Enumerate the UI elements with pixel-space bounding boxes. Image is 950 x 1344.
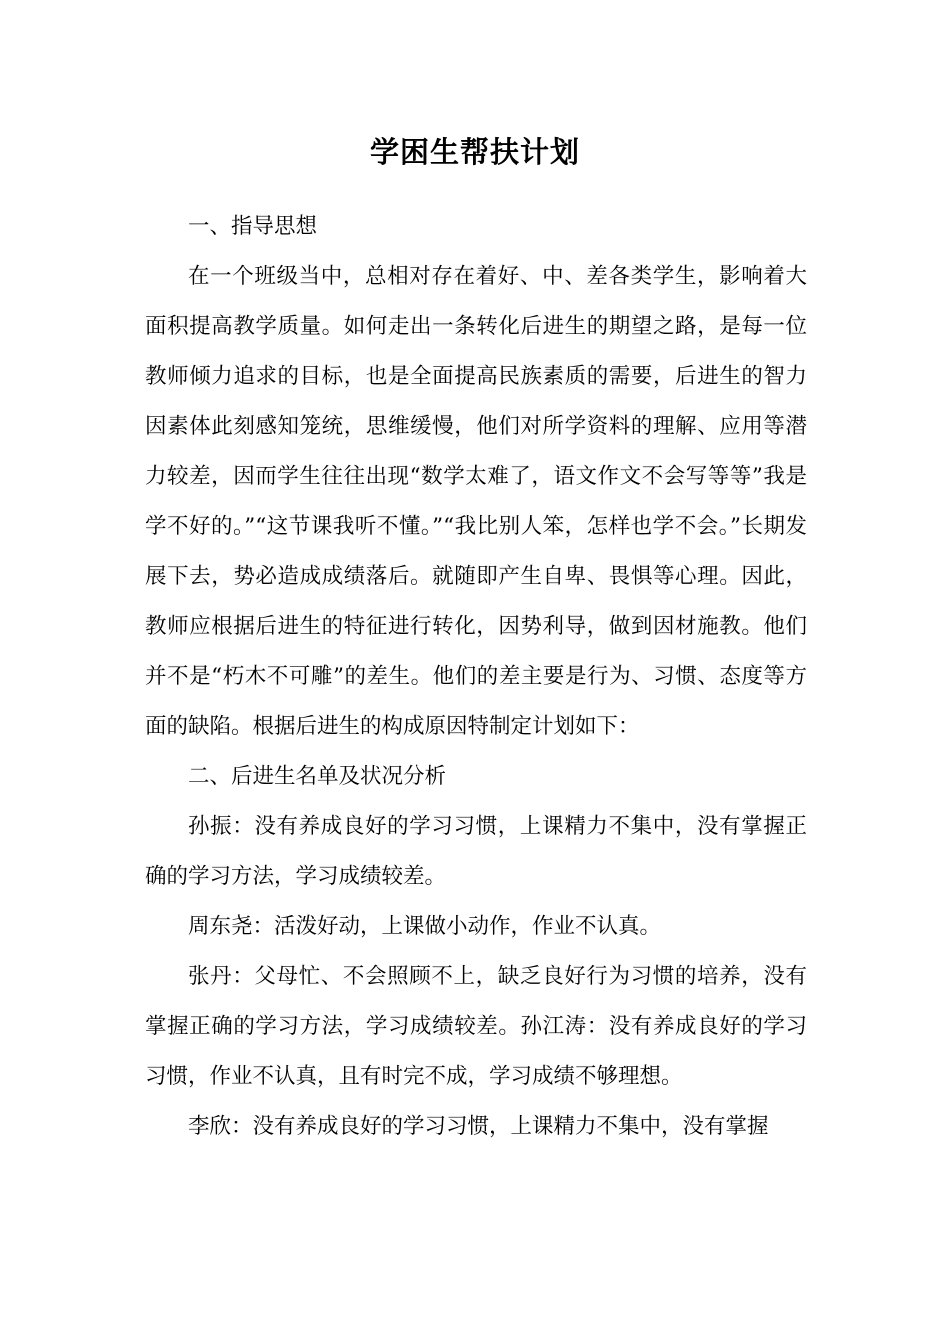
- paragraph-student-zhang-dan: 张丹：父母忙、不会照顾不上，缺乏良好行为习惯的培养，没有掌握正确的学习方法，学习成绩较差。孙江涛：没有养成良好的学习习惯，作业不认真，且有时完不成，学习成绩不够理想。: [145, 964, 807, 1089]
- section-heading-guiding-thought: 一、指导思想: [188, 214, 318, 239]
- paragraph-student-sun-zhen: 孙振：没有养成良好的学习习惯，上课精力不集中，没有掌握正确的学习方法，学习成绩较差。: [145, 814, 807, 889]
- paragraph-student-li-xin: 李欣：没有养成良好的学习习惯，上课精力不集中，没有掌握: [188, 1114, 769, 1139]
- section-heading-student-list: 二、后进生名单及状况分析: [188, 764, 447, 789]
- document-title: 学困生帮扶计划: [369, 135, 580, 169]
- document-body: [145, 202, 807, 1152]
- paragraph-guiding-thought: 在一个班级当中，总相对存在着好、中、差各类学生，影响着大面积提高教学质量。如何走出一条转化后进生的期望之路，是每一位教师倾力追求的目标，也是全面提高民族素质的需要，后进生的智力因素体此刻感知笼统，思维缓慢，他们对所学资料的理解、应用等潜力较差，因而学生往往出现“数学太难了，语文作文不会写等等”我是学不好的。”“这节课我听不懂。”“我比别人笨，怎样也学不会。”长期发展下去，势必造成成绩落后。就随即产生自卑、畏惧等心理。因此，教师应根据后进生的特征进行转化，因势利导，做到因材施教。他们并不是“朽木不可雕”的差生。他们的差主要是行为、习惯、态度等方面的缺陷。根据后进生的构成原因特制定计划如下：: [145, 264, 807, 739]
- paragraph-student-zhou-dongyao: 周东尧：活泼好动，上课做小动作，作业不认真。: [188, 914, 662, 939]
